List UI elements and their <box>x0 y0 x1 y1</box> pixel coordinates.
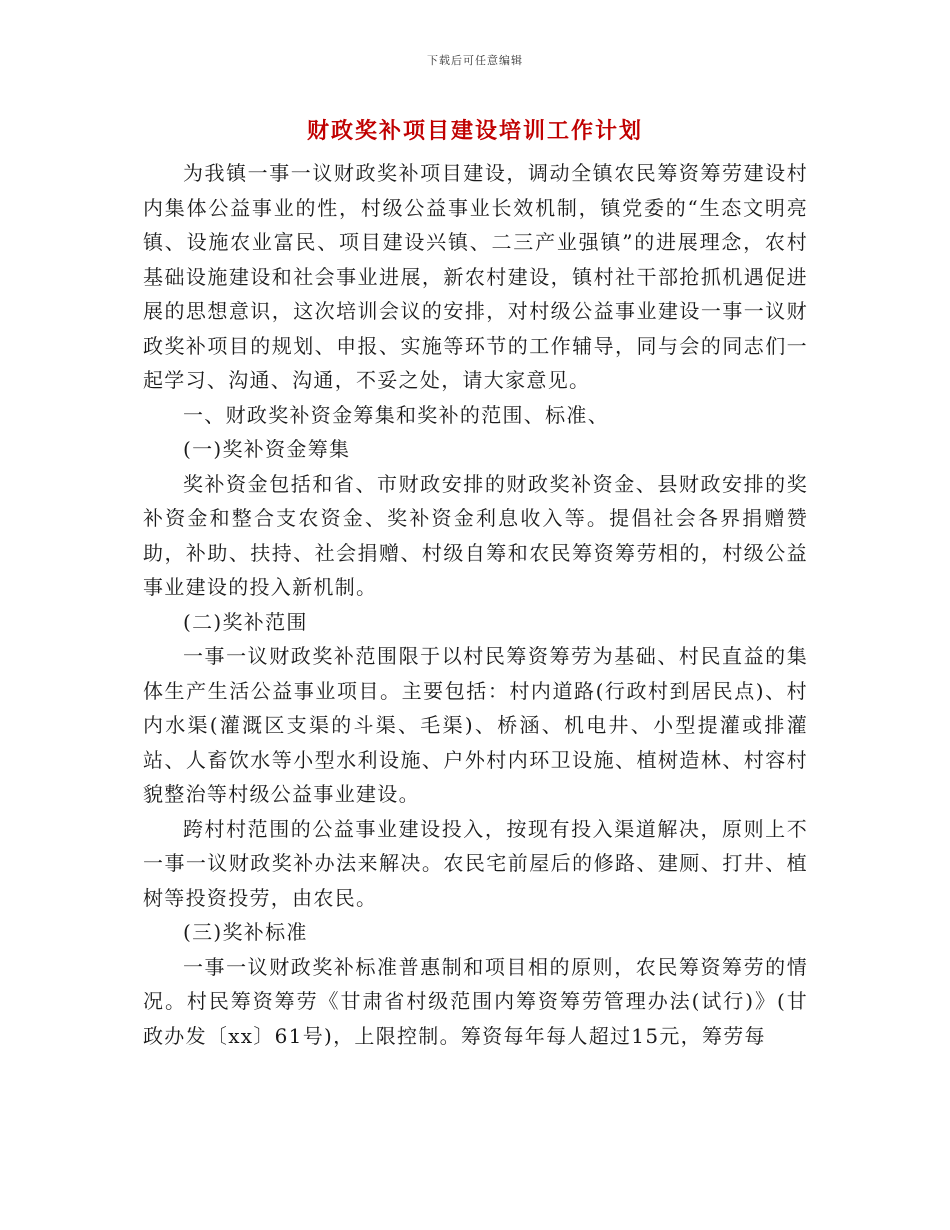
section-heading-1: 一、财政奖补资金筹集和奖补的范围、标准、 <box>183 402 609 427</box>
paragraph-standard: 一事一议财政奖补标准普惠制和项目相的原则，农民筹资筹劳的情况。村民筹资筹劳《甘肃省村级范围内筹资筹劳管理办法(试行)》(甘政办发〔xx〕61号)，上限控制。筹资每年每人超过15元，筹劳每 <box>143 954 808 1048</box>
subsection-heading-funding: (一)奖补资金筹集 <box>183 437 351 461</box>
paragraph-funding: 奖补资金包括和省、市财政安排的财政奖补资金、县财政安排的奖补资金和整合支农资金、奖补资金利息收入等。提倡社会各界捐赠赞助，补助、扶持、社会捐赠、村级自筹和农民筹资筹劳相的，村级公益事业建设的投入新机制。 <box>143 471 808 599</box>
document-title: 财政奖补项目建设培训工作计划 <box>306 118 643 144</box>
paragraph-intro: 为我镇一事一议财政奖补项目建设，调动全镇农民筹资筹劳建设村内集体公益事业的性，村级公益事业长效机制，镇党委的“生态文明亮镇、设施农业富民、项目建设兴镇、二三产业强镇”的进展理念，农村基础设施建设和社会事业进展，新农村建设，镇村社干部抢抓机遇促进展的思想意识，这次培训会议的安排，对村级公益事业建设一事一议财政奖补项目的规划、申报、实施等环节的工作辅导，同与会的同志们一起学习、沟通、沟通，不妥之处，请大家意见。 <box>143 161 808 392</box>
header-note: 下载后可任意编辑 <box>427 54 523 67</box>
subsection-heading-standard: (三)奖补标准 <box>183 920 308 944</box>
document-body <box>143 156 808 1053</box>
paragraph-cross-village: 跨村村范围的公益事业建设投入，按现有投入渠道解决，原则上不一事一议财政奖补办法来解决。农民宅前屋后的修路、建厕、打井、植树等投资投劳，由农民。 <box>143 816 808 910</box>
paragraph-scope: 一事一议财政奖补范围限于以村民筹资筹劳为基础、村民直益的集体生产生活公益事业项目。主要包括：村内道路(行政村到居民点)、村内水渠(灌溉区支渠的斗渠、毛渠)、桥涵、机电井、小型提灌或排灌站、人畜饮水等小型水利设施、户外村内环卫设施、植树造林、村容村貌整治等村级公益事业建设。 <box>143 644 808 806</box>
subsection-heading-scope: (二)奖补范围 <box>183 609 308 634</box>
